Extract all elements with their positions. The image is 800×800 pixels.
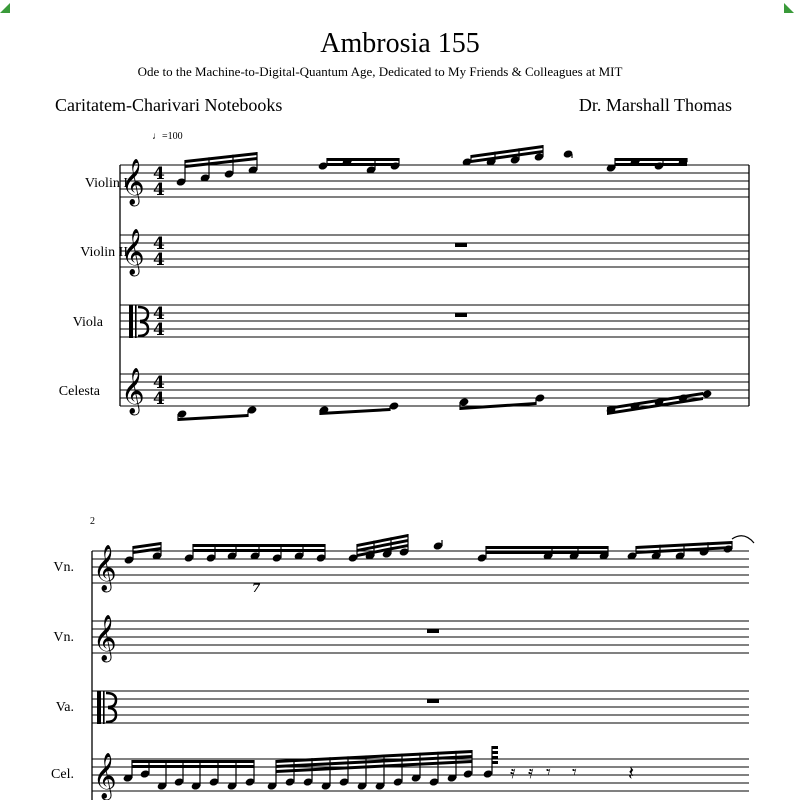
score-title: Ambrosia 155 [320, 28, 480, 59]
beam [486, 546, 608, 549]
instrument-label-va: Va. [55, 700, 74, 715]
beam [615, 163, 687, 166]
beam [492, 746, 498, 749]
whole-rest [427, 629, 439, 633]
beam [492, 761, 498, 764]
time-signature: 4 [153, 373, 165, 393]
instrument-label-cel: Cel. [51, 767, 74, 782]
alto-clef-icon [103, 691, 105, 724]
tuplet-number: 7 [252, 581, 261, 595]
publisher-label: Caritatem-Charivari Notebooks [55, 95, 283, 115]
treble-clef-icon: 𝄞 [93, 545, 117, 591]
beam [615, 158, 687, 161]
composer-label: Dr. Marshall Thomas [578, 95, 732, 115]
instrument-label-vn-2: Vn. [53, 630, 74, 645]
beam [327, 163, 399, 166]
time-signature: 4 [153, 320, 165, 340]
treble-clef-icon: 𝄞 [93, 753, 117, 799]
instrument-label-violin-1: Violin I [84, 176, 128, 191]
time-signature: 4 [153, 234, 165, 254]
beam [486, 551, 608, 554]
whole-rest [455, 313, 467, 317]
beam [320, 408, 390, 415]
beam [178, 414, 248, 421]
alto-clef-icon [129, 305, 133, 338]
treble-clef-icon: 𝄞 [121, 159, 145, 205]
whole-rest [427, 699, 439, 703]
quarter-rest-icon: 𝄽 [628, 761, 635, 785]
treble-clef-icon: 𝄞 [121, 368, 145, 414]
time-signature: 4 [153, 304, 165, 324]
beam [132, 760, 254, 763]
beam [492, 751, 498, 754]
rest-icon: 𝄾 [546, 762, 551, 783]
measure-number: 2 [90, 516, 95, 527]
treble-clef-icon: 𝄞 [121, 229, 145, 275]
beam [327, 158, 399, 161]
alto-clef-icon [135, 305, 137, 338]
score-subtitle: Ode to the Machine-to-Digital-Quantum Age, Dedicated to My Friends & Colleagues at MIT [137, 64, 623, 79]
alto-clef-icon [97, 691, 101, 724]
instrument-label-viola: Viola [72, 315, 103, 330]
whole-rest [455, 243, 467, 247]
instrument-label-violin-2: Violin II [80, 245, 128, 260]
tie [732, 536, 754, 543]
quarter-note-icon: ♩ [152, 131, 162, 142]
rest-icon: 𝄿 [528, 762, 534, 783]
time-signature: 4 [153, 164, 165, 184]
tempo-value: =100 [162, 131, 183, 142]
beam [193, 544, 325, 547]
time-signature: 4 [153, 389, 165, 409]
beam [492, 756, 498, 759]
treble-clef-icon: 𝄞 [93, 615, 117, 661]
instrument-label-celesta: Celesta [58, 384, 100, 399]
instrument-label-vn-1: Vn. [53, 560, 74, 575]
time-signature: 4 [153, 250, 165, 270]
beam [132, 765, 254, 768]
time-signature: 4 [153, 180, 165, 200]
beam [193, 549, 325, 552]
rest-icon: 𝄾 [572, 762, 577, 783]
rest-icon: 𝄿 [510, 762, 516, 783]
